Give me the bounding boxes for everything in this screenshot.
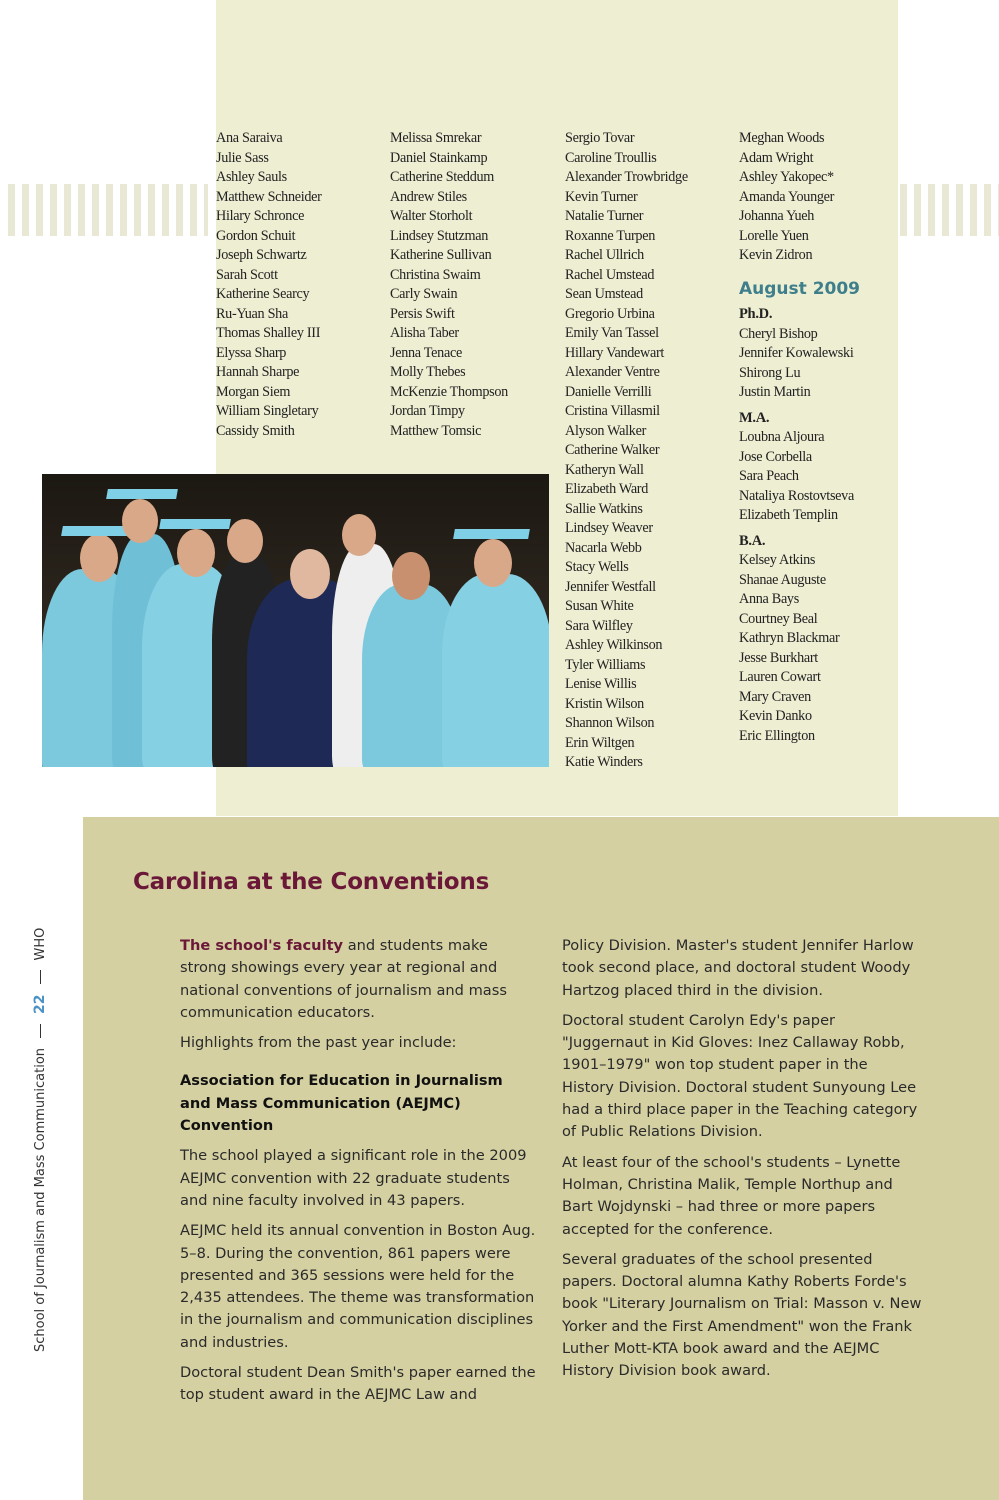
article-paragraph: AEJMC held its annual convention in Boston Aug. 5–8. During the convention, 861 papers were presented and 365 sessions were held for the 2,435 attendees. The theme was transformation in the journalism and communication disciplines and industries. [180, 1222, 536, 1351]
graduate-name: Hilary Schronce [216, 208, 305, 224]
article-title: Carolina at the Conventions [133, 869, 490, 895]
graduate-name: Matthew Tomsic [390, 422, 482, 439]
graduate-name: Julie Sass [216, 149, 269, 166]
highlights-text: Highlights from the past year include: [180, 1034, 457, 1052]
graduate-name: Mary Craven [739, 688, 811, 705]
graduate-name: Katheryn Wall [565, 461, 644, 478]
graduate-name: Adam Wright [739, 149, 814, 166]
graduate-name: Susan White [565, 598, 634, 614]
graduates-photo [42, 474, 549, 767]
graduate-name: Joseph Schwartz [216, 247, 307, 263]
graduate-name: Alexander Trowbridge [565, 169, 688, 185]
graduate-name: Lindsey Stutzman [390, 227, 489, 244]
graduate-name: Johanna Yueh [739, 208, 815, 224]
page-number: 22 [32, 994, 48, 1014]
graduate-name: Cristina Villasmil [565, 403, 660, 419]
graduate-name: Alisha Taber [390, 325, 459, 341]
degree-heading: B.A. [739, 532, 766, 549]
graduate-name: Anna Bays [739, 591, 799, 607]
graduate-name: Sean Umstead [565, 286, 643, 302]
graduate-name: Gordon Schuit [216, 227, 296, 244]
graduate-name: Rachel Ullrich [565, 247, 644, 263]
graduate-name: Alexander Ventre [565, 364, 660, 380]
decorative-stripes-left [8, 184, 208, 236]
graduate-name: Sallie Watkins [565, 500, 643, 517]
graduate-name: Ashley Yakopec* [739, 169, 834, 185]
graduate-name: Thomas Shalley III [216, 325, 321, 341]
graduate-name: Morgan Siem [216, 383, 291, 400]
graduate-name: Cassidy Smith [216, 422, 295, 439]
graduate-name: Daniel Stainkamp [390, 149, 488, 166]
graduate-name: Shirong Lu [739, 364, 801, 381]
graduate-name: Justin Martin [739, 384, 811, 400]
article-paragraph: Doctoral student Dean Smith's paper earned the top student award in the AEJMC Law and [180, 1364, 536, 1404]
aejmc-subheading: Association for Education in Journalism and Mass Communication (AEJMC) Convention [180, 1072, 503, 1135]
graduate-name: Nataliya Rostovtseva [739, 487, 854, 504]
intro-text: and students make strong showings every year at regional and national conventions of journalism and mass communication educators. [180, 937, 507, 1021]
graduate-name: Roxanne Turpen [565, 227, 655, 244]
graduate-name: Alyson Walker [565, 422, 646, 439]
graduate-name: Lenise Willis [565, 676, 637, 692]
names-column-1 [216, 129, 322, 441]
graduate-name: Shanae Auguste [739, 571, 826, 588]
graduate-name: Katherine Sullivan [390, 247, 492, 263]
graduate-name: Emily Van Tassel [565, 325, 659, 341]
graduate-name: Molly Thebes [390, 364, 466, 380]
degree-heading: Ph.D. [739, 306, 773, 322]
names-column-3 [565, 129, 688, 773]
graduate-name: Elizabeth Templin [739, 507, 838, 523]
degree-heading: M.A. [739, 409, 770, 426]
graduate-name: William Singletary [216, 403, 319, 419]
graduate-name: Eric Ellington [739, 727, 815, 744]
decorative-stripes-right [900, 184, 999, 236]
section-label: WHO [32, 927, 48, 961]
graduate-name: Natalie Turner [565, 208, 644, 224]
article-paragraph: The school played a significant role in the 2009 AEJMC convention with 22 graduate students and nine faculty involved in 43 papers. [180, 1147, 527, 1209]
article-column-right [562, 935, 924, 1391]
graduate-name: Walter Storholt [390, 208, 473, 224]
graduate-name: Stacy Wells [565, 559, 629, 575]
graduate-name: Sara Peach [739, 468, 799, 484]
graduate-name: Persis Swift [390, 305, 455, 322]
graduate-name: Matthew Schneider [216, 188, 322, 205]
graduate-name: Gregorio Urbina [565, 305, 655, 322]
graduate-name: Amanda Younger [739, 188, 835, 205]
divider [40, 971, 41, 985]
graduate-name: Katherine Searcy [216, 286, 310, 302]
graduate-name: Kevin Danko [739, 708, 812, 724]
graduate-name: Cheryl Bishop [739, 325, 818, 342]
graduate-name: Tyler Williams [565, 656, 646, 673]
graduate-name: Sara Wilfley [565, 617, 633, 634]
article-column-left [180, 935, 538, 1415]
graduate-name: Ashley Wilkinson [565, 637, 663, 653]
page-sidebar [32, 928, 48, 1352]
names-column-2 [390, 129, 508, 441]
names-column-4 [739, 129, 860, 746]
graduate-name: Catherine Walker [565, 442, 660, 458]
graduate-name: Jesse Burkhart [739, 649, 818, 666]
graduate-name: Jennifer Kowalewski [739, 345, 854, 361]
graduate-name: Lorelle Yuen [739, 227, 809, 244]
graduate-name: Kevin Turner [565, 188, 638, 205]
graduate-name: Sergio Tovar [565, 130, 635, 146]
divider [40, 1024, 41, 1038]
graduate-name: Kristin Wilson [565, 695, 644, 712]
graduate-name: Katie Winders [565, 754, 643, 770]
graduate-name: Melissa Smrekar [390, 130, 482, 146]
graduate-name: Kathryn Blackmar [739, 630, 840, 646]
graduate-name: Danielle Verrilli [565, 383, 652, 400]
graduate-name: Carly Swain [390, 286, 458, 302]
graduate-name: Lauren Cowart [739, 669, 821, 685]
article-paragraph: Doctoral student Carolyn Edy's paper "Juggernaut in Kid Gloves: Inez Callaway Robb, 1901–1979" won top student paper in the History Division. Doctoral student Sunyoung Lee had a third place paper in the Teaching category of Public Relations Division. [562, 1011, 918, 1141]
graduate-name: Loubna Aljoura [739, 429, 825, 445]
graduate-name: Elyssa Sharp [216, 344, 287, 361]
graduate-name: Andrew Stiles [390, 188, 467, 205]
graduate-name: Jennifer Westfall [565, 578, 656, 595]
graduate-name: Elizabeth Ward [565, 481, 649, 497]
graduate-name: Courtney Beal [739, 610, 818, 627]
graduate-name: Rachel Umstead [565, 266, 655, 283]
graduate-name: Shannon Wilson [565, 715, 655, 731]
graduate-name: Ashley Sauls [216, 169, 287, 185]
article-paragraph: At least four of the school's students – Lynette Holman, Christina Malik, Temple Northup and Bart Wojdynski – had three or more papers accepted for the conference. [562, 1153, 901, 1238]
graduate-name: Caroline Troullis [565, 149, 657, 166]
graduate-name: Meghan Woods [739, 130, 825, 146]
article-paragraph: Several graduates of the school presented papers. Doctoral alumna Kathy Roberts Forde's book "Literary Journalism on Trial: Masson v. New Yorker and the First Amendment" won the Frank Luther Mott-KTA book award and the AEJMC History Division book award. [562, 1250, 922, 1380]
article-paragraph: Policy Division. Master's student Jennifer Harlow took second place, and doctoral student Woody Hartzog placed third in the division. [562, 937, 914, 999]
graduate-name: Kevin Zidron [739, 247, 813, 263]
graduate-name: Jose Corbella [739, 448, 812, 465]
august-2009-heading: August 2009 [739, 278, 861, 299]
graduate-name: Hillary Vandewart [565, 344, 665, 361]
graduate-name: Sarah Scott [216, 266, 278, 283]
graduate-name: Jordan Timpy [390, 403, 465, 419]
graduate-name: Jenna Tenace [390, 344, 462, 361]
graduate-name: Hannah Sharpe [216, 364, 300, 380]
graduate-name: Kelsey Atkins [739, 552, 816, 568]
intro-highlight: The school's faculty [180, 937, 344, 954]
graduate-name: Ana Saraiva [216, 130, 283, 146]
graduate-name: Nacarla Webb [565, 539, 642, 556]
graduate-name: Erin Wiltgen [565, 734, 635, 751]
graduate-name: Catherine Steddum [390, 169, 495, 185]
school-name: School of Journalism and Mass Communication [32, 1047, 48, 1352]
graduate-name: Ru-Yuan Sha [216, 305, 288, 322]
graduate-name: Lindsey Weaver [565, 520, 653, 536]
graduate-name: Christina Swaim [390, 266, 481, 283]
graduate-name: McKenzie Thompson [390, 383, 508, 400]
